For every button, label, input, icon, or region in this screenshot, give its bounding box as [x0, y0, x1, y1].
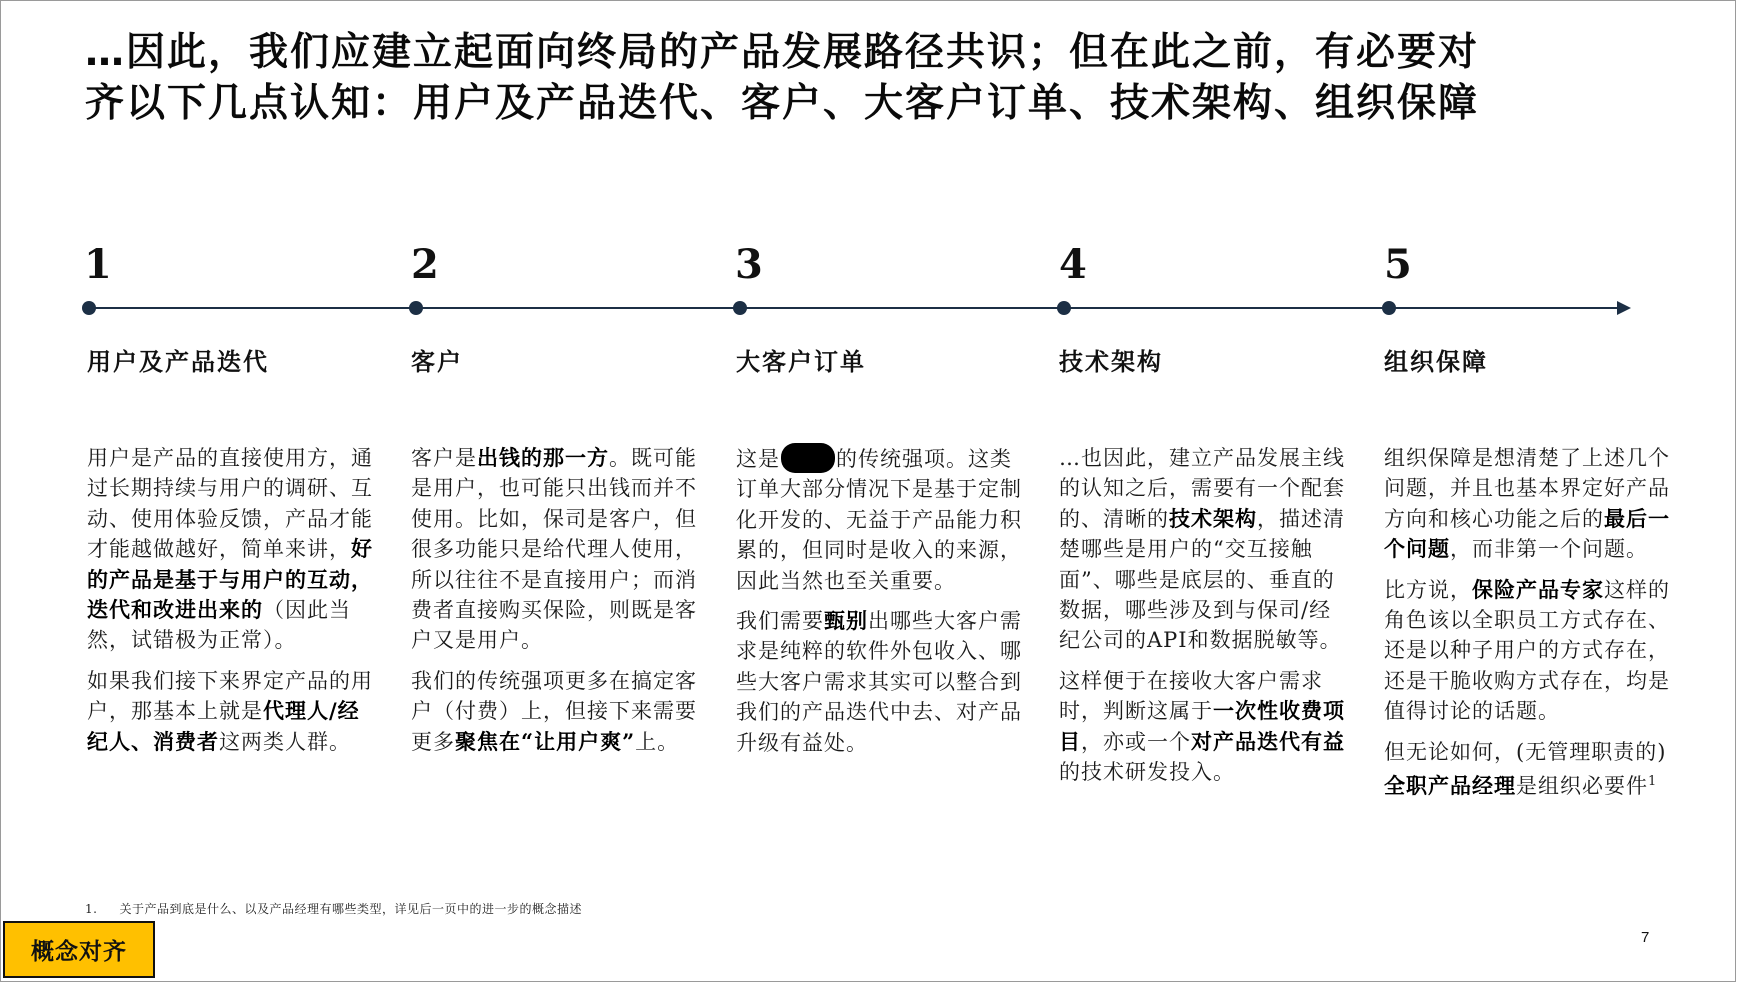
- step-4-column: [1059, 345, 1349, 379]
- step-3-body: [736, 443, 1026, 768]
- step-1-column: [87, 345, 377, 379]
- footnote: [85, 900, 582, 917]
- step-5-paragraph-3: 但无论如何，(无管理职责的) 全职产品经理是组织必要件$^1$: [1384, 739, 1667, 799]
- step-2-body: [411, 443, 701, 767]
- step-1-body: [87, 443, 377, 767]
- step-2-marker: [409, 301, 423, 315]
- section-tag: 概念对齐: [3, 921, 155, 978]
- footnote-number: 1.: [85, 902, 98, 916]
- step-4-number: 4: [1059, 241, 1087, 288]
- step-4-heading: 技术架构: [1059, 348, 1163, 376]
- step-2-number: 2: [411, 241, 439, 288]
- step-5-column: [1384, 345, 1674, 379]
- step-3-paragraph-1: 这是 的传统强项。这类订单大部分情况下是基于定制化开发的、无益于产品能力积累的，但同时是收入的来源，因此当然也至关重要。: [736, 443, 1026, 596]
- step-4-marker: [1057, 301, 1071, 315]
- timeline: [1, 1, 1738, 341]
- footnote-ref: 1: [1648, 774, 1658, 790]
- step-5-number: 5: [1384, 241, 1412, 288]
- step-3-column: [736, 345, 1026, 379]
- step-4-paragraph-1: …也因此，建立产品发展主线的认知之后，需要有一个配套的、清晰的技术架构，描述清楚哪些是用户的“交互接触面”、哪些是底层的、垂直的数据，哪些涉及到与保司/经纪公司的API和数据脱敏等。: [1059, 446, 1345, 653]
- redaction-mark: [781, 443, 835, 473]
- step-1-paragraph-2: 如果我们接下来界定产品的用户，那基本上就是代理人/经纪人、消费者这两类人群。: [87, 668, 373, 754]
- step-3-heading: 大客户订单: [736, 348, 866, 376]
- step-2-paragraph-2: 我们的传统强项更多在搞定客户（付费）上，但接下来需要更多聚焦在“让用户爽”上。: [411, 668, 697, 754]
- step-3-marker: [733, 301, 747, 315]
- step-2-paragraph-1: 客户是出钱的那一方。既可能是用户，也可能只出钱而并不使用。比如，保司是客户，但很多功能只是给代理人使用，所以往往不是直接用户；而消费者直接购买保险，则既是客户又是用户。: [411, 445, 697, 653]
- title-line-1: …因此，我们应建立起面向终局的产品发展路径共识；但在此之前，有必要对: [85, 30, 1480, 75]
- step-2-heading: 客户: [411, 348, 463, 376]
- timeline-arrow-icon: [1617, 301, 1631, 315]
- step-1-heading: 用户及产品迭代: [87, 348, 269, 376]
- step-4-paragraph-2: 这样便于在接收大客户需求时，判断这属于一次性收费项目，亦或一个对产品迭代有益的技术研发投入。: [1059, 668, 1345, 785]
- step-4-body: [1059, 443, 1349, 797]
- step-5-heading: 组织保障: [1384, 348, 1488, 376]
- step-3-number: 3: [735, 241, 763, 288]
- step-1-paragraph-1: 用户是产品的直接使用方，通过长期持续与用户的调研、互动、使用体验反馈，产品才能才能越做越好，简单来讲，好的产品是基于与用户的互动，迭代和改进出来的（因此当然，试错极为正常）。: [87, 446, 373, 653]
- step-3-paragraph-2: 我们需要甄别出哪些大客户需求是纯粹的软件外包收入、哪些大客户需求其实可以整合到我们的产品迭代中去、对产品升级有益处。: [736, 608, 1022, 755]
- title-line-2: 齐以下几点认知：用户及产品迭代、客户、大客户订单、技术架构、组织保障: [85, 81, 1480, 126]
- step-1-marker: [82, 301, 96, 315]
- page-number: 7: [1641, 929, 1650, 946]
- step-5-body: [1384, 443, 1674, 811]
- step-5-marker: [1382, 301, 1396, 315]
- step-2-column: [411, 345, 701, 379]
- step-1-number: 1: [84, 241, 112, 288]
- footnote-text: 关于产品到底是什么、以及产品经理有哪些类型，详见后一页中的进一步的概念描述: [119, 902, 582, 916]
- step-5-paragraph-1: 组织保障是想清楚了上述几个问题，并且也基本界定好产品方向和核心功能之后的最后一个问题，而非第一个问题。: [1384, 446, 1670, 562]
- step-5-paragraph-2: 比方说，保险产品专家这样的角色该以全职员工方式存在、还是以种子用户的方式存在，还是干脆收购方式存在，均是值得讨论的话题。: [1384, 576, 1670, 724]
